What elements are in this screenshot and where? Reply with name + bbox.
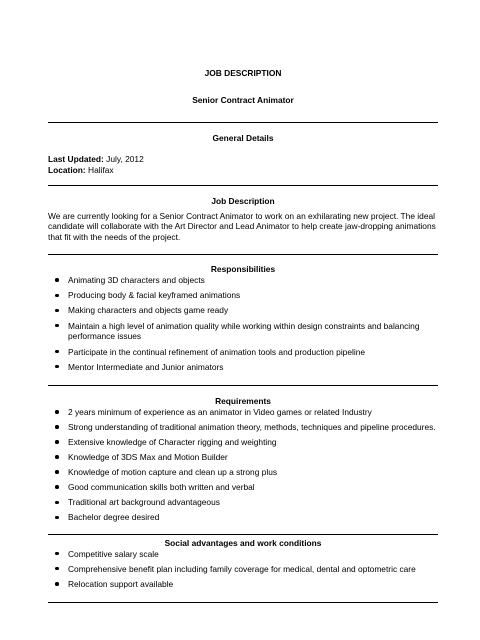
list-item-text: Mentor Intermediate and Junior animators <box>68 361 224 372</box>
location-label: Location: <box>48 164 86 175</box>
social-advantages-heading: Social advantages and work conditions <box>164 537 322 548</box>
list-item-text: 2 years minimum of experience as an animator in Video games or related Industry <box>68 406 372 417</box>
list-item <box>48 437 438 448</box>
bullet-icon <box>55 470 59 474</box>
bullet-icon <box>55 582 59 586</box>
bullet-icon <box>55 567 59 571</box>
list-item-text: Traditional art background advantageous <box>68 497 220 508</box>
bullet-icon <box>55 440 59 444</box>
responsibilities-list <box>48 275 438 372</box>
bullet-icon <box>55 365 59 369</box>
list-item-text: Comprehensive benefit plan including family coverage for medical, dental and optometric care <box>68 563 416 574</box>
list-item-text: Bachelor degree desired <box>68 512 160 523</box>
list-item-text: Maintain a high level of animation quality while working within design constraints and balancing performance issues <box>68 320 420 342</box>
general-details-heading: General Details <box>212 132 274 143</box>
divider-rule <box>48 602 438 603</box>
list-item-text: Good communication skills both written and verbal <box>68 482 255 493</box>
list-item <box>48 549 438 560</box>
list-item-text: Knowledge of motion capture and clean up a strong plus <box>68 467 278 478</box>
list-item-text: Making characters and objects game ready <box>68 305 229 316</box>
bullet-icon <box>55 324 59 328</box>
requirements-heading: Requirements <box>215 395 271 406</box>
last-updated-value: July, 2012 <box>103 153 144 164</box>
list-item <box>48 579 438 590</box>
list-item-text: Competitive salary scale <box>68 548 159 559</box>
job-description-text: We are currently looking for a Senior Contract Animator to work on an exhilarating new project. The ideal candidate will collaborate with the Art Director and Lead Animator to help create jaw-dropping animations that fit with the needs of the project. <box>48 210 436 243</box>
list-item <box>48 290 438 301</box>
list-item <box>48 321 438 343</box>
requirements-list <box>48 407 438 524</box>
list-item-text: Strong understanding of traditional animation theory, methods, techniques and pipeline procedures. <box>68 421 436 432</box>
bullet-icon <box>55 309 59 313</box>
bullet-icon <box>55 425 59 429</box>
bullet-icon <box>55 350 59 354</box>
list-item-text: Producing body & facial keyframed animations <box>68 290 241 301</box>
document-title: JOB DESCRIPTION <box>204 68 282 78</box>
bullet-icon <box>55 501 59 505</box>
bullet-icon <box>55 410 59 414</box>
location-line <box>48 165 438 176</box>
last-updated-line <box>48 154 438 165</box>
list-item <box>48 275 438 286</box>
position-title: Senior Contract Animator <box>192 94 294 105</box>
list-item <box>48 362 438 373</box>
list-item <box>48 564 438 575</box>
list-item-text: Relocation support available <box>68 578 174 589</box>
list-item <box>48 407 438 418</box>
list-item <box>48 422 438 433</box>
bullet-icon <box>55 455 59 459</box>
bullet-icon <box>55 552 59 556</box>
bullet-icon <box>55 516 59 520</box>
list-item <box>48 482 438 493</box>
document-body <box>48 68 438 603</box>
list-item-text: Knowledge of 3DS Max and Motion Builder <box>68 452 228 463</box>
bullet-icon <box>55 485 59 489</box>
list-item <box>48 512 438 523</box>
list-item <box>48 347 438 358</box>
responsibilities-heading: Responsibilities <box>210 264 276 275</box>
bullet-icon <box>55 294 59 298</box>
job-description-heading: Job Description <box>211 195 275 206</box>
location-value: Halifax <box>85 164 114 175</box>
list-item-text: Extensive knowledge of Character rigging and weighting <box>68 436 277 447</box>
list-item <box>48 305 438 316</box>
list-item <box>48 452 438 463</box>
list-item <box>48 467 438 478</box>
list-item-text: Participate in the continual refinement of animation tools and production pipeline <box>68 346 366 357</box>
last-updated-label: Last Updated: <box>48 153 104 164</box>
list-item <box>48 497 438 508</box>
bullet-icon <box>55 278 59 282</box>
benefits-list <box>48 549 438 590</box>
list-item-text: Animating 3D characters and objects <box>68 275 205 286</box>
